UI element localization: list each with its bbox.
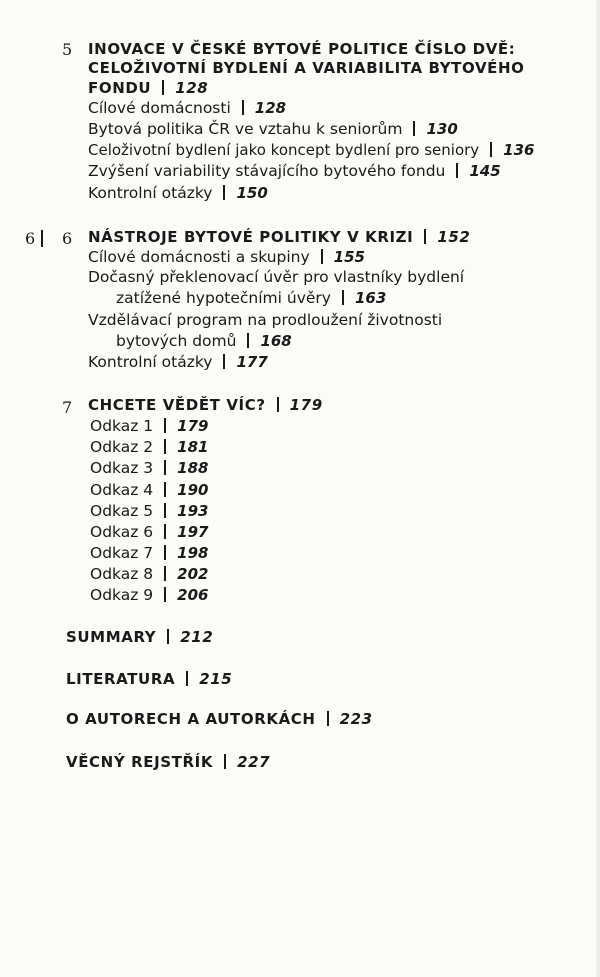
page-number: 155 (333, 248, 365, 266)
entry-title: bytových domů (116, 332, 237, 350)
entry-title: Cílové domácnosti (88, 99, 231, 117)
toc-entry (88, 120, 458, 138)
separator-bar (224, 754, 226, 769)
page-number: 181 (177, 438, 209, 456)
separator-bar (164, 524, 166, 539)
separator-bar (242, 100, 244, 115)
page-marker-bar (41, 230, 43, 247)
entry-title: Kontrolní otázky (88, 184, 213, 202)
chapter-number: 5 (62, 40, 73, 59)
page-number: 227 (237, 753, 271, 771)
toc-entry (88, 162, 501, 180)
chapter-number: 6 (62, 229, 73, 248)
section-title: SUMMARY (66, 628, 157, 646)
page-number: 212 (180, 628, 214, 646)
chapter-title-line: INOVACE V ČESKÉ BYTOVÉ POLITICE ČÍSLO DVĚ: (88, 40, 516, 58)
entry-title: zatížené hypotečními úvěry (116, 289, 331, 307)
section-title: O AUTORECH A AUTORKÁCH (66, 710, 316, 728)
entry-title: Kontrolní otázky (88, 353, 213, 371)
separator-bar (247, 333, 249, 348)
toc-entry (88, 184, 268, 202)
entry-title: Odkaz 9 (90, 586, 154, 604)
toc-entry (90, 438, 208, 456)
chapter-title-line: CHCETE VĚDĚT VÍC? (88, 396, 266, 414)
toc-entry (88, 248, 365, 266)
page-marker-number: 6 (25, 229, 36, 248)
page-number: 168 (260, 332, 292, 350)
toc-entry (90, 586, 208, 604)
separator-bar (186, 671, 188, 686)
chapter-number: 7 (62, 398, 73, 417)
page-number: 130 (426, 120, 458, 138)
separator-bar (223, 185, 225, 200)
separator-bar (164, 439, 166, 454)
separator-bar (164, 418, 166, 433)
entry-title: Bytová politika ČR ve vztahu k seniorům (88, 120, 403, 138)
toc-entry (90, 544, 208, 562)
separator-bar (164, 545, 166, 560)
entry-title: Odkaz 5 (90, 502, 154, 520)
separator-bar (424, 229, 426, 244)
toc-entry (90, 459, 208, 477)
separator-bar (327, 711, 329, 726)
page-number: 202 (177, 565, 209, 583)
entry-title: Odkaz 4 (90, 481, 154, 499)
separator-bar (167, 629, 169, 644)
entry-title: Cílové domácnosti a skupiny (88, 248, 310, 266)
chapter-title-line: FONDU (88, 79, 152, 97)
separator-bar (164, 566, 166, 581)
back-matter-entry (66, 710, 373, 728)
toc-entry (90, 417, 208, 435)
page-number: 163 (354, 289, 387, 307)
chapter-title-row (88, 396, 323, 414)
page-number: 198 (177, 544, 209, 562)
entry-title: Celoživotní bydlení jako koncept bydlení pro seniory (88, 141, 480, 159)
toc-entry (90, 523, 208, 541)
toc-entry (90, 481, 208, 499)
entry-title: Odkaz 6 (90, 523, 154, 541)
page-number: 179 (177, 417, 209, 435)
page-number: 150 (236, 184, 268, 202)
entry-title: Odkaz 8 (90, 565, 154, 583)
page-number: 136 (503, 141, 535, 159)
separator-bar (164, 460, 166, 475)
separator-bar (413, 121, 415, 136)
page-number: 215 (199, 670, 233, 688)
toc-entry (116, 332, 292, 350)
toc-entry (116, 289, 386, 307)
separator-bar (490, 142, 492, 157)
separator-bar (164, 503, 166, 518)
entry-title: Odkaz 1 (90, 417, 154, 435)
back-matter-entry (66, 670, 232, 688)
page-number: 179 (289, 396, 323, 414)
separator-bar (456, 163, 458, 178)
separator-bar (164, 587, 166, 602)
page-number: 190 (177, 481, 209, 499)
section-title: VĚCNÝ REJSTŘÍK (66, 753, 214, 771)
entry-title: Odkaz 7 (90, 544, 154, 562)
toc-entry (88, 353, 268, 371)
page-number: 206 (177, 586, 209, 604)
separator-bar (321, 249, 323, 264)
separator-bar (164, 482, 166, 497)
toc-entry (88, 99, 286, 117)
toc-entry (90, 502, 208, 520)
page-number: 223 (339, 710, 373, 728)
chapter-title-row (88, 228, 470, 246)
page-number: 188 (177, 459, 209, 477)
entry-title: Odkaz 3 (90, 459, 154, 477)
separator-bar (277, 397, 279, 412)
toc-entry-line: Dočasný překlenovací úvěr pro vlastníky bydlení (88, 268, 465, 286)
entry-title: Zvýšení variability stávajícího bytového fondu (88, 162, 446, 180)
back-matter-entry (66, 753, 270, 771)
page-number: 145 (469, 162, 501, 180)
page-number: 193 (177, 502, 209, 520)
toc-entry (88, 141, 534, 159)
page-number: 177 (236, 353, 268, 371)
page-number: 128 (175, 79, 209, 97)
section-title: LITERATURA (66, 670, 176, 688)
chapter-title-line: NÁSTROJE BYTOVÉ POLITIKY V KRIZI (88, 228, 414, 246)
page-number: 197 (177, 523, 209, 541)
back-matter-entry (66, 628, 213, 646)
separator-bar (223, 354, 225, 369)
page-number: 128 (254, 99, 287, 117)
toc-entry-line: Vzdělávací program na prodloužení životnosti (88, 311, 443, 329)
chapter-title-line: CELOŽIVOTNÍ BYDLENÍ A VARIABILITA BYTOVÉHO (88, 59, 525, 77)
chapter-title-row (88, 79, 208, 97)
page-number: 152 (437, 228, 471, 246)
page-edge-shadow (596, 0, 600, 977)
entry-title: Odkaz 2 (90, 438, 154, 456)
separator-bar (342, 290, 344, 305)
toc-entry (90, 565, 208, 583)
separator-bar (162, 80, 164, 95)
